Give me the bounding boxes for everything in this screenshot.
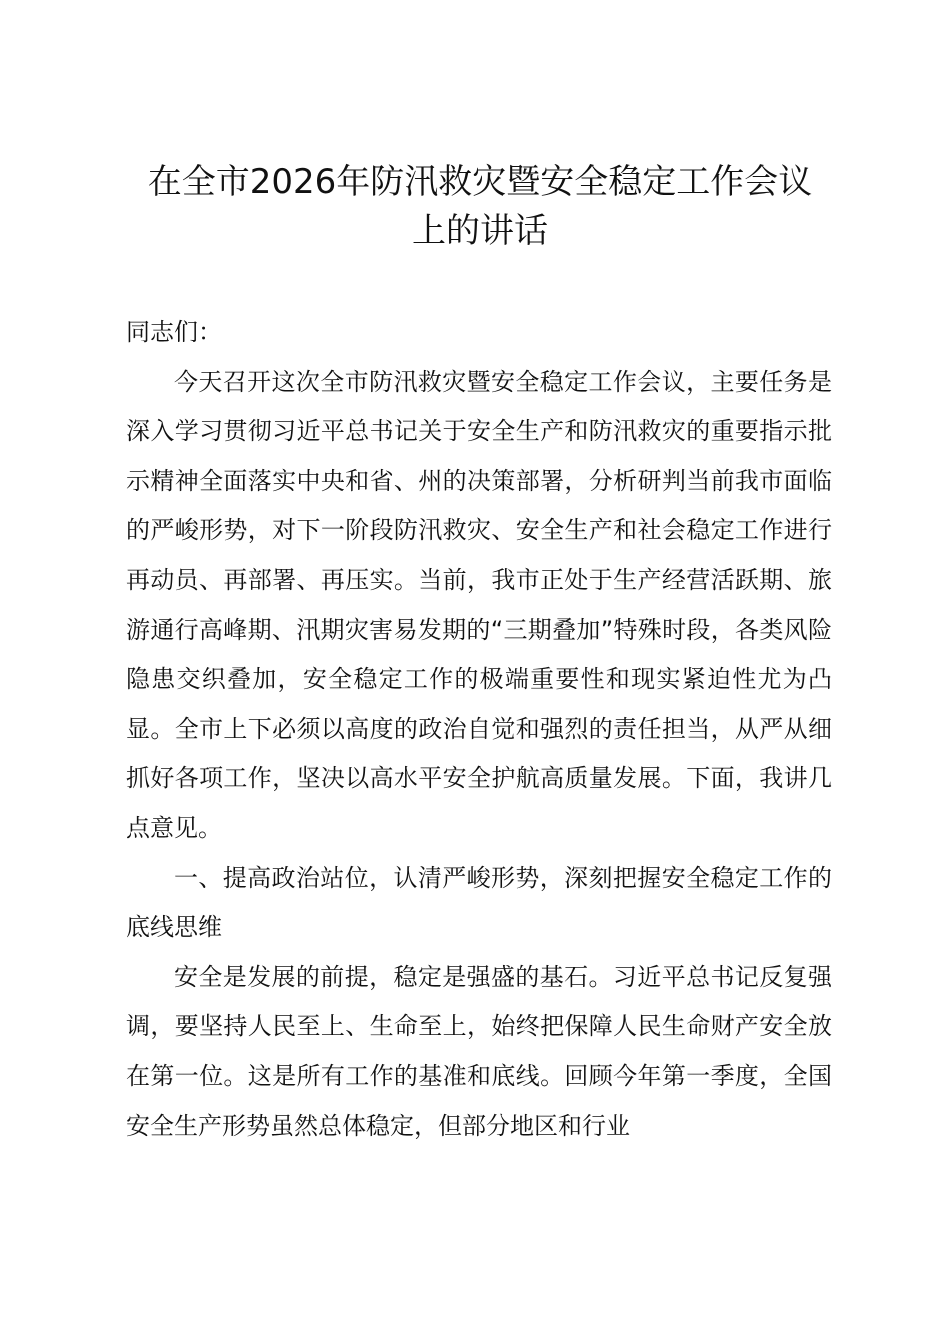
paragraph-section-1: 安全是发展的前提，稳定是强盛的基石。习近平总书记反复强调，要坚持人民至上、生命至上，始终把保障人民生命财产安全放在第一位。这是所有工作的基准和底线。回顾今年第一季度，全国安全生产形势虽然总体稳定，但部分地区和行业 xyxy=(126,962,832,1140)
paragraph-intro: 今天召开这次全市防汛救灾暨安全稳定工作会议，主要任务是深入学习贯彻习近平总书记关于安全生产和防汛救灾的重要指示批示精神全面落实中央和省、州的决策部署，分析研判当前我市面临的严峻形势，对下一阶段防汛救灾、安全生产和社会稳定工作进行再动员、再部署、再压实。当前，我市正处于生产经营活跃期、旅游通行高峰期、汛期灾害易发期的“三期叠加”特殊时段，各类风险隐患交织叠加，安全稳定工作的极端重要性和现实紧迫性尤为凸显。全市上下必须以高度的政治自觉和强烈的责任担当，从严从细抓好各项工作，坚决以高水平安全护航高质量发展。下面，我讲几点意见。 xyxy=(126,367,832,842)
salutation: 同志们： xyxy=(126,318,222,346)
title-line-1: 在全市2026年防汛救灾暨安全稳定工作会议 xyxy=(147,162,813,202)
document-body xyxy=(126,308,832,1151)
section-heading-1: 一、提高政治站位，认清严峻形势，深刻把握安全稳定工作的底线思维 xyxy=(126,863,832,942)
title-line-2: 上的讲话 xyxy=(412,211,548,251)
document-title xyxy=(110,158,850,256)
